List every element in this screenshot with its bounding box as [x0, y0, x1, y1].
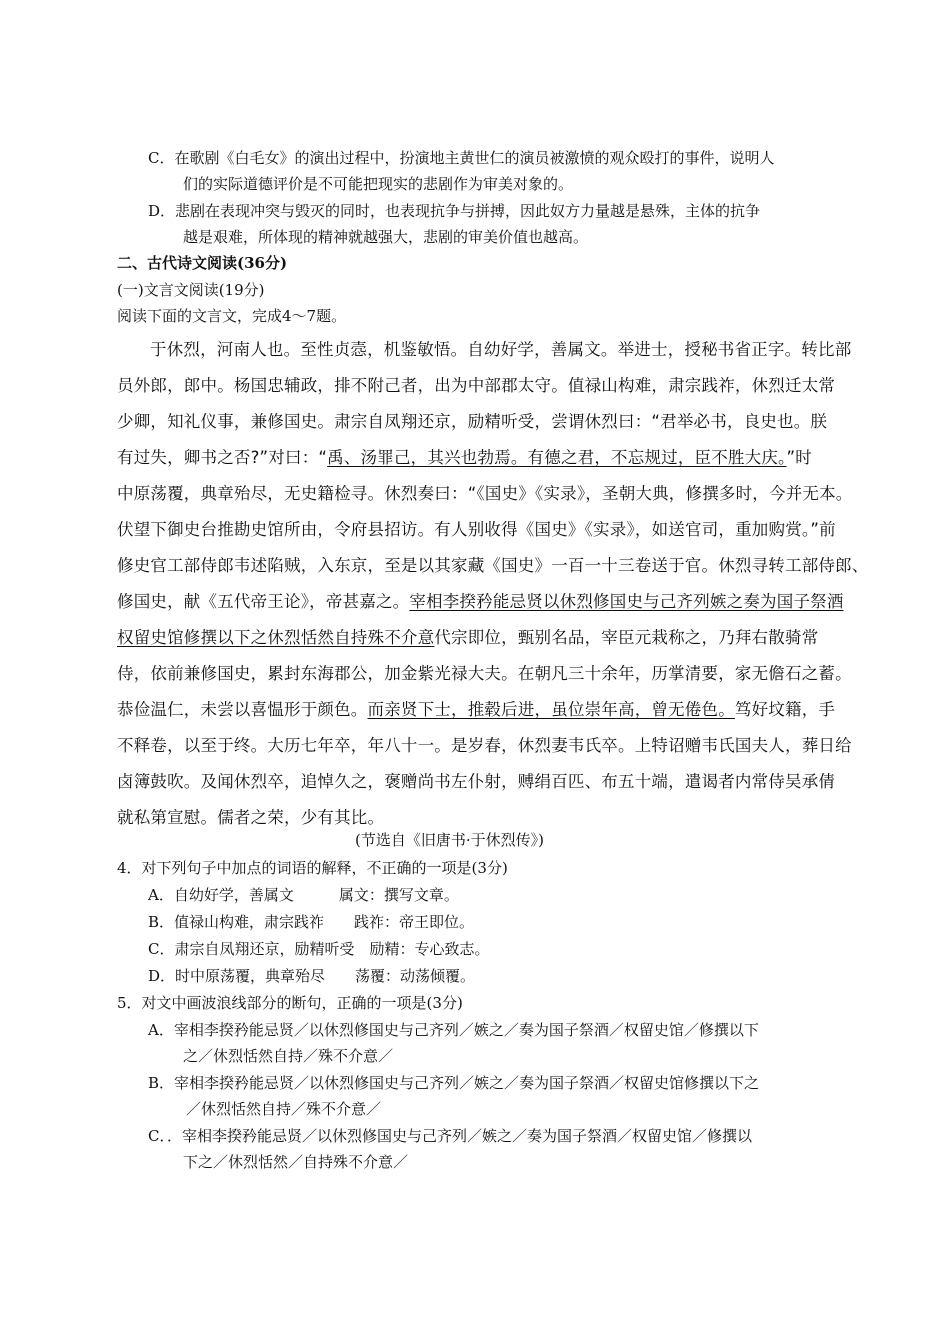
- wavy-line-segment: 宰相李揆矜能忌贤以休烈修国史与己齐列嫉之奏为国子祭酒: [409, 592, 844, 611]
- instruction: 阅读下面的文言文，完成4～7题。: [117, 307, 347, 325]
- question-5-option-a-line1: A．宰相李揆矜能忌贤／以休烈修国史与己齐列／嫉之／奏为国子祭酒／权留史馆／修撰以下: [148, 1021, 759, 1039]
- question-4-option-d: D．时中原荡覆，典章殆尽 荡覆：动荡倾覆。: [148, 967, 476, 985]
- classical-passage: [117, 335, 869, 833]
- passage-line: 少卿，知礼仪事，兼修国史。肃宗自凤翔还京，励精听受，尝谓休烈曰：“君举必书，良史也。朕: [117, 412, 828, 431]
- passage-text: 修国史，献《五代帝王论》，帝甚嘉之。: [117, 592, 410, 611]
- question-4-option-b: B．值禄山构难，肃宗践祚 践祚：帝王即位。: [148, 913, 475, 931]
- sub-heading: (一)文言文阅读(19分): [117, 281, 265, 299]
- passage-text: 恭俭温仁，未尝以喜愠形于颜色。: [117, 700, 368, 719]
- passage-line: 员外郎，郎中。杨国忠辅政，排不附己者，出为中部郡太守。值禄山构难，肃宗践祚，休烈迁太常: [117, 376, 836, 395]
- question-4-option-c: C．肃宗自凤翔还京，励精听受 励精：专心致志。: [148, 940, 490, 958]
- option-d-line2: 越是艰难，所体现的精神就越强大，悲剧的审美价值也越高。: [183, 228, 589, 246]
- passage-line: 就私第宣慰。儒者之荣，少有其比。: [117, 808, 385, 827]
- passage-line: [117, 443, 847, 473]
- passage-line: 不释卷，以至于终。大历七年卒，年八十一。是岁春，休烈妻韦氏卒。上特诏赠韦氏国夫人，葬日给: [117, 736, 852, 755]
- wavy-line-segment: 权留史馆修撰以下之休烈恬然自持殊不介意: [117, 628, 435, 647]
- question-5-stem: 5．对文中画波浪线部分的断句，正确的一项是(3分): [117, 994, 463, 1012]
- passage-line: 伏望下御史台推勘史馆所由，令府县招访。有人别收得《国史》《实录》，如送官司，重加购赏。”前: [117, 520, 836, 539]
- passage-text: ”时: [786, 448, 812, 467]
- passage-line: [117, 587, 847, 617]
- question-5-option-c-line2: 下之／休烈恬然／自持殊不介意／: [183, 1153, 409, 1171]
- option-d-line1: D．悲剧在表现冲突与毁灭的同时，也表现抗争与拼搏，因此奴方力量越是悬殊，主体的抗争: [148, 202, 761, 220]
- question-5-option-c-line1: C．．宰相李揆矜能忌贤／以休烈修国史与己齐列／嫉之／奏为国子祭酒／权留史馆／修撰以: [148, 1127, 752, 1145]
- passage-line: [117, 695, 847, 725]
- question-4-option-a: A．自幼好学，善属文 属文：撰写文章。: [148, 886, 459, 904]
- passage-source: (节选自《旧唐书·于休烈传》): [355, 831, 544, 849]
- passage-text: 有过失，卿书之否?”对曰：“: [117, 448, 328, 467]
- underlined-sentence: 而亲贤下士，推毂后进，虽位崇年高，曾无倦色。: [367, 700, 735, 719]
- underlined-sentence: 禹、汤罪己，其兴也勃焉。有德之君，不忘规过，臣不胜大庆。: [327, 448, 787, 467]
- question-5-option-b-line1: B．宰相李揆矜能忌贤／以休烈修国史与己齐列／嫉之／奏为国子祭酒／权留史馆修撰以下之: [148, 1074, 760, 1092]
- option-c-line1: C．在歌剧《白毛女》的演出过程中，扮演地主黄世仁的演员被激愤的观众殴打的事件，说明人: [148, 149, 775, 167]
- option-c-line2: 们的实际道德评价是不可能把现实的悲剧作为审美对象的。: [183, 175, 574, 193]
- passage-line: [117, 623, 847, 653]
- passage-line: 修史官工部侍郎韦述陷贼，入东京，至是以其家藏《国史》一百一十三卷送于官。休烈寻转工部侍郎、: [117, 556, 869, 575]
- passage-text: 笃好坟籍，手: [734, 700, 836, 719]
- question-4-stem: 4．对下列句子中加点的词语的解释，不正确的一项是(3分): [117, 859, 508, 877]
- question-5-option-b-line2: ／休烈恬然自持／殊不介意／: [186, 1100, 382, 1118]
- passage-line: 中原荡覆，典章殆尽，无史籍检寻。休烈奏曰：“《国史》《实录》，圣朝大典，修撰多时，今并无本。: [117, 484, 853, 503]
- passage-line: 卤簿鼓吹。及闻休烈卒，追悼久之，褒赠尚书左仆射，赙绢百匹、布五十端，遣谒者内常侍吴承倩: [117, 772, 836, 791]
- question-5-option-a-line2: 之／休烈恬然自持／殊不介意／: [183, 1047, 394, 1065]
- passage-line: 侍，依前兼修国史，累封东海郡公，加金紫光禄大夫。在朝凡三十余年，历掌清要，家无儋石之蓄。: [117, 664, 852, 683]
- passage-line: 于休烈，河南人也。至性贞悫，机鉴敏悟。自幼好学，善属文。举进士，授秘书省正字。转比部: [150, 340, 852, 359]
- section-heading: 二、古代诗文阅读(36分): [117, 254, 288, 272]
- passage-text: 代宗即位，甄别名品，宰臣元栽称之，乃拜右散骑常: [434, 628, 819, 647]
